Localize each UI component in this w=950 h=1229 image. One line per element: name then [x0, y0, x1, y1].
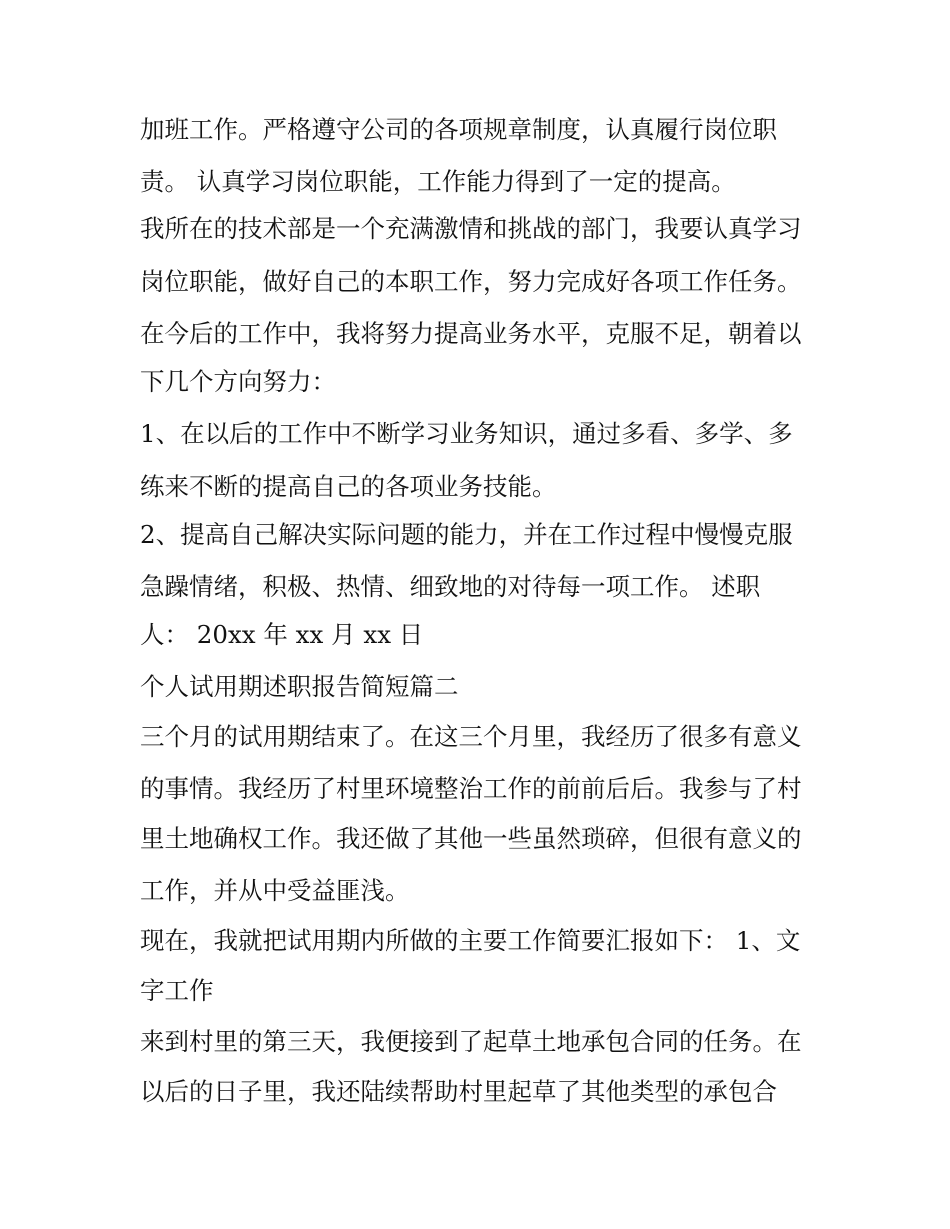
text-line: 的事情。我经历了村里环境整治工作的前前后后。我参与了村	[140, 774, 802, 803]
text-line: 下几个方向努力：	[140, 367, 336, 396]
section-heading: 个人试用期述职报告简短篇二	[140, 672, 459, 701]
text-line: 急躁情绪，积极、热情、细致地的对待每一项工作。 述职	[140, 572, 761, 601]
text-line: 里土地确权工作。我还做了其他一些虽然琐碎，但很有意义的	[140, 824, 802, 853]
text-line: 我所在的技术部是一个充满激情和挑战的部门，我要认真学习	[140, 214, 802, 243]
text-line: 现在，我就把试用期内所做的主要工作简要汇报如下： 1、文	[140, 926, 801, 955]
text-line: 加班工作。严格遵守公司的各项规章制度，认真履行岗位职	[140, 115, 777, 144]
text-line: 工作，并从中受益匪浅。	[140, 876, 410, 905]
text-line: 2、提高自己解决实际问题的能力，并在工作过程中慢慢克服	[140, 520, 793, 549]
text-line: 岗位职能，做好自己的本职工作，努力完成好各项工作任务。	[140, 267, 802, 296]
text-line: 字工作	[140, 976, 214, 1005]
text-line: 在今后的工作中，我将努力提高业务水平，克服不足，朝着以	[140, 319, 802, 348]
text-line: 以后的日子里，我还陆续帮助村里起草了其他类型的承包合	[140, 1077, 777, 1106]
text-line: 练来不断的提高自己的各项业务技能。	[140, 472, 557, 501]
text-line: 1、在以后的工作中不断学习业务知识，通过多看、多学、多	[140, 419, 793, 448]
text-line: 三个月的试用期结束了。在这三个月里，我经历了很多有意义	[140, 722, 802, 751]
text-line: 责。 认真学习岗位职能，工作能力得到了一定的提高。	[140, 167, 736, 196]
signature-date-line: 人： 20xx 年 xx 月 xx 日	[140, 620, 424, 649]
text-line: 来到村里的第三天，我便接到了起草土地承包合同的任务。在	[140, 1027, 802, 1056]
